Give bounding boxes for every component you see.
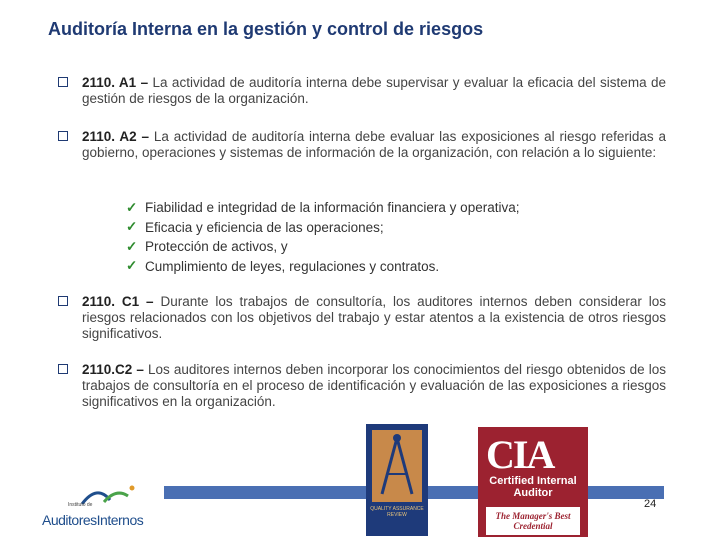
iia-small-text: Instituto de — [68, 502, 93, 508]
item-code: 2110. C1 – — [82, 294, 154, 309]
list-item-2110-a1 — [58, 75, 666, 107]
item-code: 2110.C2 – — [82, 362, 144, 377]
compass-icon — [366, 424, 428, 504]
checkmark-icon: ✓ — [126, 219, 138, 235]
checklist-item: ✓ Fiabilidad e integridad de la información financiera y operativa; — [126, 199, 520, 216]
item-text: La actividad de auditoría interna debe supervisar y evaluar la eficacia del sistema de gestión de riesgos de la organización. — [82, 75, 666, 106]
cia-logo — [478, 427, 588, 537]
iia-logo — [42, 482, 172, 530]
page-title: Auditoría Interna en la gestión y control de riesgos — [48, 19, 484, 39]
item-code: 2110. A1 – — [82, 75, 149, 90]
checklist — [126, 198, 519, 276]
checkmark-icon: ✓ — [126, 238, 138, 254]
cia-tagline: The Manager's Best Credential — [486, 507, 580, 535]
checkmark-icon: ✓ — [126, 258, 138, 274]
square-bullet-icon — [58, 77, 68, 87]
item-code: 2110. A2 – — [82, 129, 149, 144]
quality-assurance-logo — [366, 424, 428, 536]
checklist-item: ✓ Eficacia y eficiencia de las operaciones; — [126, 219, 384, 235]
square-bullet-icon — [58, 364, 68, 374]
list-item-2110-c1 — [58, 294, 666, 342]
square-bullet-icon — [58, 131, 68, 141]
item-text: Durante los trabajos de consultoría, los auditores internos deben considerar los riesgos relacionados con los objetivos del trabajo y estar atentos a la existencia de otros riesgos significativos. — [82, 294, 666, 341]
iia-swoosh-icon — [42, 482, 172, 512]
list-item-2110-c2 — [58, 362, 666, 410]
item-text: La actividad de auditoría interna debe evaluar las exposiciones al riesgo referidas a gobierno, operaciones y sistemas de información de la organización, con relación a lo siguiente: — [82, 129, 666, 160]
cia-mark: CIA — [486, 432, 554, 477]
checklist-item: ✓ Cumplimiento de leyes, regulaciones y contratos. — [126, 258, 440, 274]
square-bullet-icon — [58, 296, 68, 306]
page-number: 24 — [644, 498, 657, 510]
checklist-item: ✓ Protección de activos, y — [126, 238, 288, 255]
cia-certified-text: Certified Internal Auditor — [489, 475, 577, 499]
list-item-2110-a2 — [58, 129, 666, 161]
qa-text: QUALITY ASSURANCE REVIEW — [370, 506, 424, 518]
iia-name: AuditoresInternos — [42, 512, 144, 528]
checkmark-icon: ✓ — [126, 199, 138, 215]
item-text: Los auditores internos deben incorporar los conocimientos del riesgo obtenidos de los trabajos de consultoría en el proceso de identificación y evaluación de las exposiciones a riesgos significativos en la organización. — [82, 362, 666, 409]
